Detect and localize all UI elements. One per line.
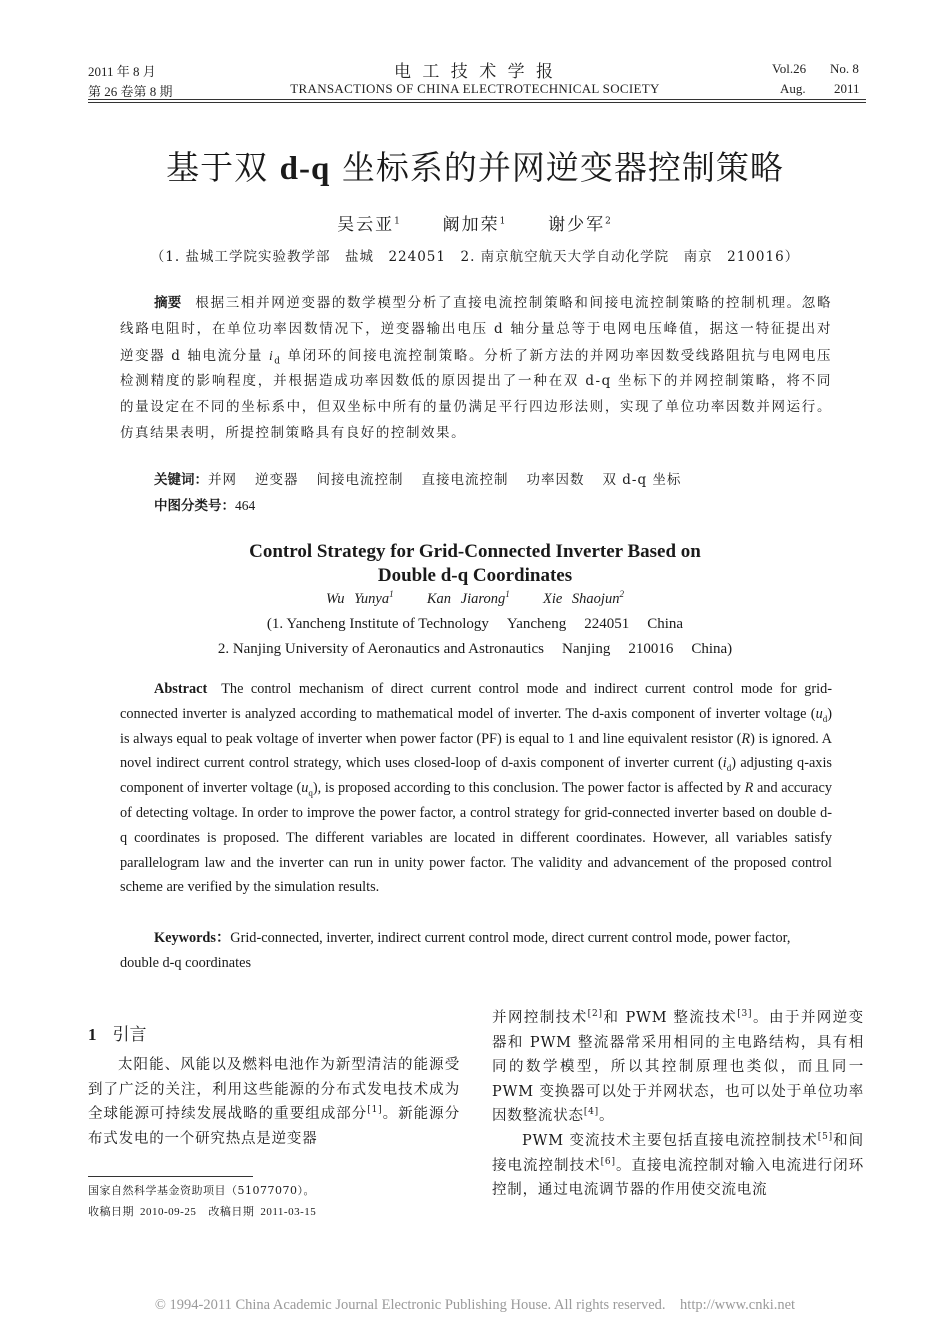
author-cn: 谢少军$^2$ [548,215,613,235]
author-en: Wu Yunya$^1$ [326,589,394,607]
paragraph: 并网控制技术[2]和 PWM 整流技术[3]。由于并网逆变器和 PWM 整流器常采用相同的主电路结构，具有相同的数学模型，所以其控制原理也类似，而且同一 PWM 变换器可以处于并网状态，也可以处于单位功率因数整流状态[4]。 [492,1009,864,1125]
keyword: 直接电流控制 [421,472,509,488]
abstract-cn-label: 摘要 [154,295,182,311]
header-volume-issue: 第 26 卷第 8 期 [88,84,173,99]
keywords-cn-label: 关键词： [154,472,208,488]
journal-name-en: TRANSACTIONS OF CHINA ELECTROTECHNICAL SOCIETY [290,81,660,96]
footnote-rule [88,1176,253,1177]
authors-cn [0,210,950,235]
header-rule [88,99,866,100]
keyword: 逆变器 [255,472,299,488]
section-heading: 1 引言 [88,1025,147,1045]
keywords-en: Keywords：Grid-connected, inverter, indirect current control mode, direct current control mode, power factor, double d-q coordinates [120,930,791,971]
header-no: No. 8 [830,61,859,76]
keyword: 并网 [208,472,237,488]
author-en: Xie Shaojun$^2$ [542,589,624,607]
clc-number: 中图分类号：464 [154,498,256,514]
author-cn: 阚加荣$^1$ [442,215,508,235]
header-rule-2 [88,102,866,103]
header-date: 2011 年 8 月 [88,64,156,79]
keyword: 功率因数 [526,472,585,488]
header-month: Aug. [780,81,806,96]
paper-title-en: Control Strategy for Grid-Connected Inverter Based on Double d-q Coordinates [249,541,701,586]
authors-en [0,591,950,608]
author-en: Kan Jiarong$^1$ [426,589,510,607]
paragraph: PWM 变流技术主要包括直接电流控制技术[5]和间接电流控制技术[6]。直接电流控制对输入电流进行闭环控制，通过电流调节器的作用使交流电流 [492,1132,864,1199]
paper-title-cn: 基于双 d-q 坐标系的并网逆变器控制策略 [166,148,784,187]
keyword: 间接电流控制 [316,472,404,488]
affiliations-cn: （1. 盐城工学院实验教学部 盐城 224051 2. 南京航空航天大学自动化学院 南京 210016） [150,249,800,265]
author-cn: 吴云亚$^1$ [337,215,402,235]
footnote-funding: 国家自然科学基金资助项目（51077070）。 [88,1184,315,1197]
footnote-dates: 收稿日期 2010-09-25 改稿日期 2011-03-15 [88,1205,317,1218]
copyright-footer: © 1994-2011 China Academic Journal Electronic Publishing House. All rights reserved. http://www.cnki.net [154,1297,796,1313]
abstract-en-label: Abstract [154,681,208,697]
abstract-en: Abstract The control mechanism of direct current control mode and indirect current control mode for grid-connected inverter is analyzed according to mathematical model of inverter. The d-axis component of inverter voltage $(u_d)$ is always equal to peak voltage of inverter when power factor (PF) is equal to 1 and line equivalent resistor (R) is ignored. A novel indirect current control strategy, which uses closed-loop of d-axis component of inverter current $(i_d)$ adjusting q-axis component of inverter voltage $(u_q)$, is proposed according to this conclusion. The power factor is affected by R and accuracy of detecting voltage. In order to improve the power factor, a control strategy for grid-connected inverter based on double d-q coordinates is proposed. The different variables are located in different coordinates. However, all variables satisfy parallelogram law and the inverter can run in unity power factor. The validity and advancement of the proposed control scheme are verified by the simulation results. [120,681,833,896]
header-vol: Vol.26 [772,61,807,76]
keywords-cn [154,468,681,488]
affiliation-en-1: (1. Yancheng Institute of Technology Yancheng 224051 China [266,616,684,632]
affiliation-en-2: 2. Nanjing University of Aeronautics and Astronautics Nanjing 210016 China) [217,641,733,657]
journal-name-cn: 电 工 技 术 学 报 [393,62,557,82]
header-year: 2011 [834,81,860,96]
keywords-en-label: Keywords： [154,930,231,946]
left-column-text: 太阳能、风能以及燃料电池作为新型清洁的能源受到了广泛的关注，利用这些能源的分布式发电技术成为全球能源可持续发展战略的重要组成部分[1]。新能源分布式发电的一个研究热点是逆变器 [88,1057,460,1147]
abstract-cn: 摘要 根据三相并网逆变器的数学模型分析了直接电流控制策略和间接电流控制策略的控制机理。忽略线路电阻时，在单位功率因数情况下，逆变器输出电压 d 轴分量总等于电网电压峰值，据这一特征提出对逆变器 d 轴电流分量 $i_d$ 单闭环的间接电流控制策略。分析了新方法的并网功率因数受线路阻抗与电网电压检测精度的影响程度，并根据造成功率因数低的原因提出了一种在双 d-q 坐标下的并网控制策略，将不同的量设定在不同的坐标系中，但双坐标中所有的量仍满足平行四边形法则，实现了单位功率因数并网运行。仿真结果表明，所提控制策略具有良好的控制效果。 [120,295,832,441]
right-column-text [492,1006,864,1203]
keyword: 双 d-q 坐标 [602,472,682,488]
